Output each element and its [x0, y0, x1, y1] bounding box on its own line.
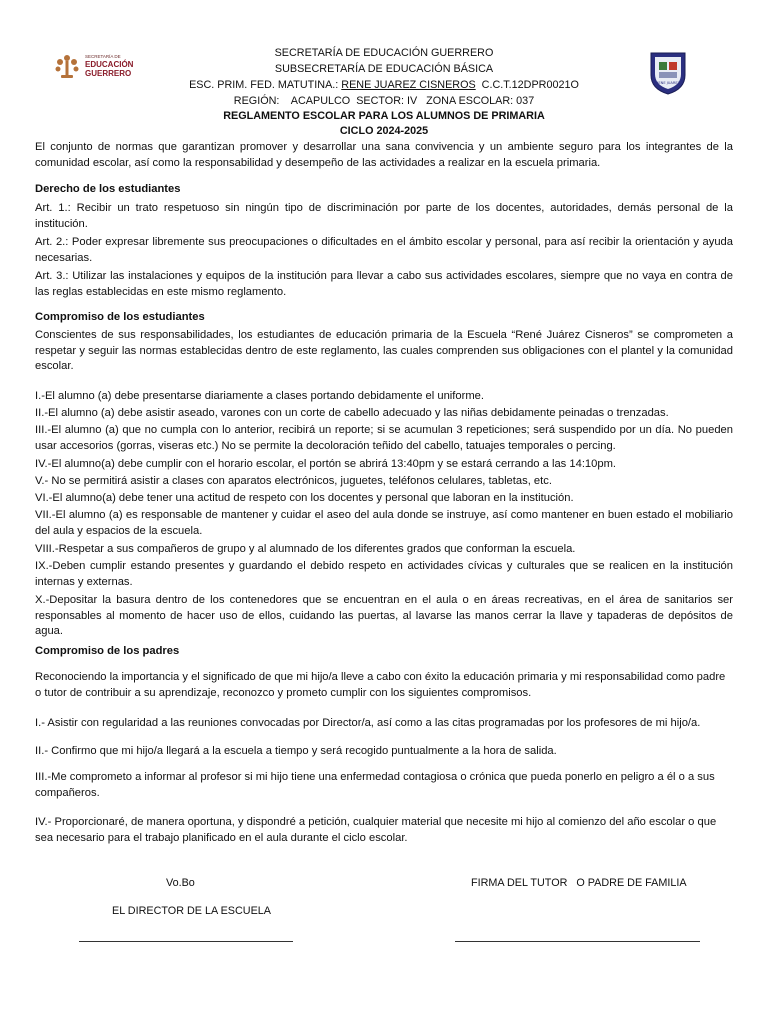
director-label: EL DIRECTOR DE LA ESCUELA	[112, 905, 272, 917]
school-cycle: CICLO 2024-2025	[339, 125, 429, 137]
parent-item-3: III.-Me comprometo a informar al profesor si mi hijo tiene una enfermedad contagiosa o crónica que pueda ponerlo en peligro a él o a sus compañeros.	[35, 771, 715, 799]
rights-article-3: Art. 3.: Utilizar las instalaciones y equipos de la institución para llevar a cabo sus actividades escolares, siempre que no vaya en contra de las reglas establecidas en este mismo reglamento.	[35, 270, 733, 298]
header-secretaria: SECRETARÍA DE EDUCACIÓN GUERRERO	[274, 47, 494, 59]
tutor-signature-line	[455, 941, 700, 942]
header-subsecretaria: SUBSECRETARÍA DE EDUCACIÓN BÁSICA	[274, 63, 494, 75]
rights-article-2: Art. 2.: Poder expresar libremente sus preocupaciones o dificultades en el ámbito escolar y personal, para así recibir la orientación y ayuda necesarias.	[35, 236, 733, 264]
student-rule-5: V.- No se permitirá asistir a clases con aparatos electrónicos, juguetes, teléfonos celulares, tabletas, etc.	[35, 475, 552, 487]
school-cct: C.C.T.12DPR0021O	[475, 79, 579, 91]
tutor-signature-label: FIRMA DEL TUTOR O PADRE DE FAMILIA	[471, 877, 687, 889]
student-rule-3: III.-El alumno (a) que no cumpla con lo anterior, recibirá un reporte; si se acumulan 3 repeticiones; será suspendido por un día. No pueden usar accesorios (gorras, viseras etc.) No se permite la decoloración teñido del cabello, tatuajes temporales o percing.	[35, 424, 733, 452]
header-school-line	[0, 78, 768, 92]
document-title: REGLAMENTO ESCOLAR PARA LOS ALUMNOS DE PRIMARIA	[223, 110, 545, 122]
student-rule-6: VI.-El alumno(a) debe tener una actitud de respeto con los docentes y personal que laboran en la institución.	[35, 492, 574, 504]
logo-text-guerrero: GUERRERO	[85, 69, 132, 78]
school-name: RENE JUAREZ CISNEROS	[341, 79, 476, 91]
parent-item-4: IV.- Proporcionaré, de manera oportuna, y dispondré a petición, cualquier material que necesite mi hijo al comienzo del año escolar o que sea necesario para el trabajo planificado en el aula durante el ciclo escolar.	[35, 816, 717, 844]
rights-article-1: Art. 1.: Recibir un trato respetuoso sin ningún tipo de discriminación por parte de los docentes, autoridades, demás personal de la institución.	[35, 202, 733, 230]
emblem-text: RENE JUAREZ	[655, 81, 681, 85]
parent-item-1: I.- Asistir con regularidad a las reuniones convocadas por Director/a, así como a las citas programadas por los profesores de mi hijo/a.	[35, 717, 701, 729]
school-label: ESC. PRIM. FED. MATUTINA.:	[189, 79, 342, 91]
student-rule-4: IV.-El alumno(a) debe cumplir con el horario escolar, el portón se abrirá 13:40pm y se estará cerrando a las 14:10pm.	[35, 458, 617, 470]
student-rule-7: VII.-El alumno (a) es responsable de mantener y cuidar el aseo del aula donde se instruye, así como mantener en buen estado el mobiliario del aula y espacios de la escuela.	[35, 509, 733, 537]
header-region-line: REGIÓN: ACAPULCO SECTOR: IV ZONA ESCOLAR: 037	[233, 95, 535, 107]
parent-item-2: II.- Confirmo que mi hijo/a llegará a la escuela a tiempo y será recogido puntualmente a la hora de salida.	[35, 745, 557, 757]
students-heading: Compromiso de los estudiantes	[35, 311, 205, 323]
intro-paragraph: El conjunto de normas que garantizan promover y desarrollar una sana convivencia y un ambiente seguro para los integrantes de la comunidad escolar, así como la responsabilidad y desempeño de las actividades a realizar en la escuela primaria.	[35, 141, 733, 169]
logo-text-educacion: EDUCACIÓN	[85, 60, 134, 69]
student-rule-1: I.-El alumno (a) debe presentarse diariamente a clases portando debidamente el uniforme.	[35, 390, 484, 402]
parents-intro: Reconociendo la importancia y el significado de que mi hijo/a lleve a cabo con éxito la educación primaria y mi responsabilidad como padre o tutor de contribuir a su aprendizaje, reconozco y prometo cumplir con los siguientes compromisos.	[35, 671, 726, 699]
rights-heading: Derecho de los estudiantes	[35, 183, 181, 195]
parents-heading: Compromiso de los padres	[35, 645, 180, 657]
students-intro: Conscientes de sus responsabilidades, los estudiantes de educación primaria de la Escuela “René Juárez Cisneros” se comprometen a respetar y seguir las normas establecidas dentro de este reglamento, las cuales comprenden sus obligaciones con el plantel y la comunidad escolar.	[35, 329, 733, 372]
director-signature-line	[79, 941, 293, 942]
student-rule-10: X.-Depositar la basura dentro de los contenedores que se encuentran en el aula o en áreas recreativas, en el área de sanitarios ser responsables al momento de hacer uso de ellos, cuidando las puertas, al lavarse las manos cerrar la llave y tapaderas de depósitos de agua.	[35, 594, 733, 637]
student-rule-9: IX.-Deben cumplir estando presentes y guardando el debido respeto en actividades cívicas y culturales que se realicen en la institución internas y externas.	[35, 560, 733, 588]
logo-small-text: SECRETARÍA DE	[85, 54, 121, 59]
vobo-label: Vo.Bo	[166, 877, 195, 889]
student-rule-8: VIII.-Respetar a sus compañeros de grupo y al alumnado de los diferentes grados que conforman la escuela.	[35, 543, 576, 555]
student-rule-2: II.-El alumno (a) debe asistir aseado, varones con un corte de cabello adecuado y las niñas debidamente peinadas o trenzadas.	[35, 407, 669, 419]
